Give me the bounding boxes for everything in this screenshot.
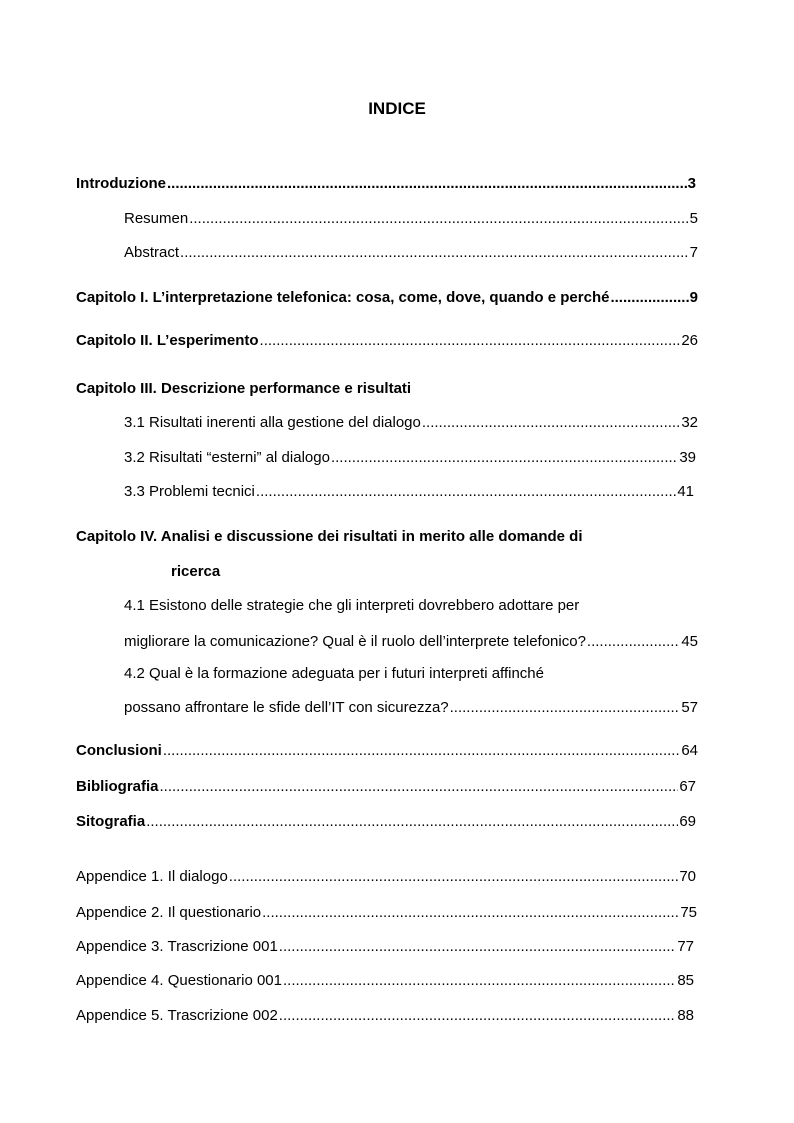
- toc-entry-section-4-1[interactable]: 4.1 Esistono delle strategie che gli interpreti dovrebbero adottare per: [124, 597, 580, 614]
- toc-dots: [180, 242, 689, 264]
- toc-page-number: 69: [679, 813, 696, 830]
- toc-entry-capitolo-4[interactable]: Capitolo IV. Analisi e discussione dei risultati in merito alle domande di: [76, 528, 583, 545]
- toc-entry-appendice-2[interactable]: [76, 902, 697, 924]
- toc-dots: [146, 811, 678, 833]
- toc-entry-resumen[interactable]: [124, 208, 698, 230]
- toc-dots: [256, 481, 676, 503]
- toc-dots: [450, 697, 681, 719]
- toc-entry-section-3-1[interactable]: [124, 412, 698, 434]
- toc-entry-sitografia[interactable]: [76, 811, 696, 833]
- toc-page-number: 26: [681, 332, 698, 349]
- toc-page-number: 41: [677, 483, 694, 500]
- toc-page-number: 39: [679, 449, 696, 466]
- toc-label: Appendice 5. Trascrizione 002: [76, 1007, 278, 1024]
- toc-dots: [229, 866, 679, 888]
- toc-entry-bibliografia[interactable]: [76, 776, 696, 798]
- toc-page-number: 7: [689, 244, 698, 261]
- toc-dots: [587, 631, 680, 653]
- toc-label: Abstract: [124, 244, 180, 261]
- toc-dots: [331, 447, 678, 469]
- toc-page-number: 75: [680, 904, 697, 921]
- toc-entry-capitolo-2[interactable]: [76, 330, 698, 352]
- toc-page-number: 5: [689, 210, 698, 227]
- toc-dots: [279, 936, 677, 958]
- toc-page-number: 77: [677, 938, 694, 955]
- toc-entry-appendice-4[interactable]: [76, 970, 694, 992]
- toc-entry-section-3-3[interactable]: [124, 481, 694, 503]
- toc-page-number: 3: [687, 175, 696, 192]
- toc-entry-section-4-2[interactable]: 4.2 Qual è la formazione adeguata per i futuri interpreti affinché: [124, 665, 544, 682]
- toc-entry-section-4-2-continued[interactable]: [124, 697, 698, 719]
- toc-entry-capitolo-1[interactable]: [76, 287, 698, 309]
- toc-entry-conclusioni[interactable]: [76, 740, 698, 762]
- toc-label: 3.2 Risultati “esterni” al dialogo: [124, 449, 330, 466]
- toc-dots: [189, 208, 688, 230]
- page-title: INDICE: [368, 99, 426, 118]
- toc-label: Appendice 2. Il questionario: [76, 904, 262, 921]
- toc-dots: [279, 1005, 677, 1027]
- toc-label: Capitolo II. L’esperimento: [76, 332, 259, 349]
- toc-dots: [163, 740, 680, 762]
- toc-page-number: 85: [677, 972, 694, 989]
- toc-page-number: 9: [689, 289, 698, 306]
- toc-dots: [422, 412, 680, 434]
- toc-entry-capitolo-4-continued: ricerca: [171, 563, 221, 580]
- toc-entry-abstract[interactable]: [124, 242, 698, 264]
- toc-dots: [160, 776, 679, 798]
- toc-page-number: 64: [681, 742, 698, 759]
- toc-label: Bibliografia: [76, 778, 159, 795]
- toc-page-number: 45: [681, 633, 698, 650]
- toc-page-number: 70: [679, 868, 696, 885]
- toc-label: Resumen: [124, 210, 189, 227]
- toc-dots: [260, 330, 681, 352]
- toc-label: Introduzione: [76, 175, 166, 192]
- toc-entry-appendice-5[interactable]: [76, 1005, 694, 1027]
- toc-label: Appendice 1. Il dialogo: [76, 868, 228, 885]
- toc-label: possano affrontare le sfide dell’IT con sicurezza?: [124, 699, 449, 716]
- toc-label: Appendice 3. Trascrizione 001: [76, 938, 278, 955]
- toc-label: Conclusioni: [76, 742, 162, 759]
- toc-entry-section-3-2[interactable]: [124, 447, 696, 469]
- toc-entry-capitolo-3[interactable]: Capitolo III. Descrizione performance e risultati: [76, 380, 412, 397]
- toc-entry-appendice-1[interactable]: [76, 866, 696, 888]
- toc-dots: [283, 970, 676, 992]
- toc-page-number: 88: [677, 1007, 694, 1024]
- toc-label: 3.1 Risultati inerenti alla gestione del dialogo: [124, 414, 421, 431]
- toc-label: Appendice 4. Questionario 001: [76, 972, 282, 989]
- toc-label: 3.3 Problemi tecnici: [124, 483, 255, 500]
- toc-label: migliorare la comunicazione? Qual è il ruolo dell’interprete telefonico?: [124, 633, 586, 650]
- toc-page-number: 32: [681, 414, 698, 431]
- toc-entry-appendice-3[interactable]: [76, 936, 694, 958]
- toc-label: Capitolo I. L’interpretazione telefonica: cosa, come, dove, quando e perché: [76, 289, 610, 306]
- toc-page-number: 67: [679, 778, 696, 795]
- toc-dots: [262, 902, 679, 924]
- toc-entry-introduzione[interactable]: [76, 173, 696, 195]
- toc-page-number: 57: [681, 699, 698, 716]
- toc-dots: [610, 287, 688, 309]
- toc-dots: [167, 173, 687, 195]
- toc-entry-section-4-1-continued[interactable]: [124, 631, 698, 653]
- toc-label: Sitografia: [76, 813, 146, 830]
